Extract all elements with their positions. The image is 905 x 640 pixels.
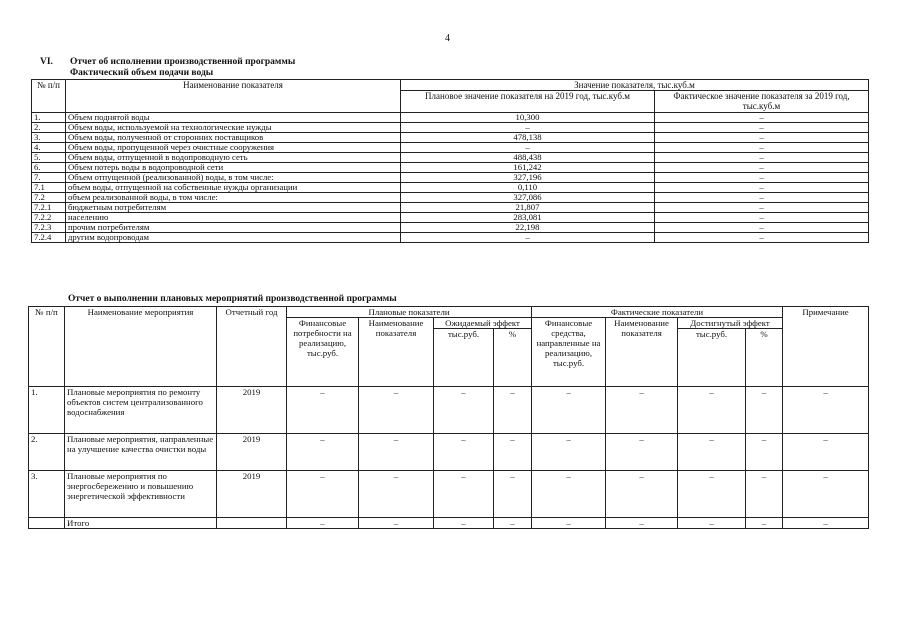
header-expected-rub: тыс.руб.: [434, 329, 494, 387]
row-dash-cell: –: [359, 434, 434, 471]
header-plan-group: Плановые показатели: [287, 307, 532, 318]
row-fact-value: –: [655, 153, 869, 163]
total-dash-cell: –: [434, 518, 494, 529]
events-title: Отчет о выполнении плановых мероприятий производственной программы: [68, 294, 397, 304]
header-achieved-rub: тыс.руб.: [678, 329, 746, 387]
row-fact-value: –: [655, 163, 869, 173]
row-dash-cell: –: [532, 434, 606, 471]
row-plan-value: 283,081: [401, 213, 655, 223]
row-plan-value: –: [401, 123, 655, 133]
section-number: VI.: [40, 57, 53, 67]
row-dash-cell: –: [746, 434, 783, 471]
row-plan-value: 0,110: [401, 183, 655, 193]
page-number: 4: [445, 33, 450, 44]
header-note: Примечание: [783, 307, 869, 387]
row-name: Объем отпущенной (реализованной) воды, в том числе:: [66, 173, 401, 183]
row-dash-cell: –: [494, 471, 532, 518]
row-dash-cell: –: [746, 387, 783, 434]
header-fin-plan: Финансовые потребности на реализацию, тыс.руб.: [287, 318, 359, 387]
row-number: 7.: [32, 173, 66, 183]
table-row: [32, 233, 869, 243]
table-row: [29, 434, 869, 471]
row-dash-cell: –: [494, 387, 532, 434]
row-number: 3.: [29, 471, 65, 518]
row-dash-cell: –: [783, 471, 869, 518]
row-name: прочим потребителям: [66, 223, 401, 233]
header-achieved-pct: %: [746, 329, 783, 387]
row-dash-cell: –: [434, 387, 494, 434]
row-name: Плановые мероприятия по энергосбережению и повышению энергетической эффективности: [65, 471, 217, 518]
table-row: [32, 213, 869, 223]
row-dash-cell: –: [359, 387, 434, 434]
row-plan-value: 327,196: [401, 173, 655, 183]
row-name: объем воды, отпущенной на собственные нужды организации: [66, 183, 401, 193]
row-dash-cell: –: [434, 434, 494, 471]
table-row: [32, 123, 869, 133]
section-title: [40, 57, 295, 67]
row-dash-cell: –: [359, 471, 434, 518]
row-name: другим водопроводам: [66, 233, 401, 243]
row-fact-value: –: [655, 143, 869, 153]
row-number: 7.2.2: [32, 213, 66, 223]
row-year: 2019: [217, 387, 287, 434]
row-plan-value: –: [401, 143, 655, 153]
table-row: [32, 113, 869, 123]
row-plan-value: 10,300: [401, 113, 655, 123]
header-indicator-plan: Наименование показателя: [359, 318, 434, 387]
header-year: Отчетный год: [217, 307, 287, 387]
row-number: 4.: [32, 143, 66, 153]
row-fact-value: –: [655, 223, 869, 233]
header-num: № п/п: [29, 307, 65, 387]
table-row: [32, 223, 869, 233]
table-row: [32, 173, 869, 183]
table-row: [32, 133, 869, 143]
row-number: 3.: [32, 133, 66, 143]
row-dash-cell: –: [606, 471, 678, 518]
row-dash-cell: –: [494, 434, 532, 471]
total-dash-cell: –: [494, 518, 532, 529]
row-name: Объем поднятой воды: [66, 113, 401, 123]
row-year: 2019: [217, 434, 287, 471]
row-plan-value: 21,807: [401, 203, 655, 213]
total-dash-cell: –: [532, 518, 606, 529]
row-number: 2.: [32, 123, 66, 133]
table-row: [29, 471, 869, 518]
supply-title: Фактический объем подачи воды: [70, 68, 214, 78]
header-expected-effect: Ожидаемый эффект: [434, 318, 532, 329]
row-name: Объем воды, полученной от сторонних поставщиков: [66, 133, 401, 143]
row-dash-cell: –: [606, 434, 678, 471]
total-dash-cell: –: [606, 518, 678, 529]
total-year-empty: [217, 518, 287, 529]
row-name: Объем воды, пропущенной через очистные сооружения: [66, 143, 401, 153]
header-fin-fact: Финансовые средства, направленные на реализацию, тыс.руб.: [532, 318, 606, 387]
header-expected-pct: %: [494, 329, 532, 387]
table-row: [32, 163, 869, 173]
row-dash-cell: –: [678, 434, 746, 471]
row-dash-cell: –: [678, 387, 746, 434]
total-row: [29, 518, 869, 529]
row-name: населению: [66, 213, 401, 223]
row-fact-value: –: [655, 173, 869, 183]
row-plan-value: –: [401, 233, 655, 243]
table-row: [29, 387, 869, 434]
table-row: [32, 143, 869, 153]
row-name: бюджетным потребителям: [66, 203, 401, 213]
row-dash-cell: –: [532, 471, 606, 518]
row-number: 7.2.3: [32, 223, 66, 233]
table-row: [32, 203, 869, 213]
row-fact-value: –: [655, 123, 869, 133]
table-row: [32, 193, 869, 203]
table-row: [32, 183, 869, 193]
row-fact-value: –: [655, 113, 869, 123]
row-name: Плановые мероприятия, направленные на улучшение качества очистки воды: [65, 434, 217, 471]
row-fact-value: –: [655, 203, 869, 213]
row-plan-value: 327,086: [401, 193, 655, 203]
total-dash-cell: –: [359, 518, 434, 529]
row-plan-value: 161,242: [401, 163, 655, 173]
row-number: 1.: [29, 387, 65, 434]
events-table: [28, 306, 869, 529]
total-num-empty: [29, 518, 65, 529]
header-value-group: Значение показателя, тыс.куб.м: [401, 80, 869, 91]
row-dash-cell: –: [783, 387, 869, 434]
row-dash-cell: –: [287, 387, 359, 434]
row-name: Объем воды, отпущенной в водопроводную сеть: [66, 153, 401, 163]
row-number: 5.: [32, 153, 66, 163]
row-name: объем реализованной воды, в том числе:: [66, 193, 401, 203]
row-dash-cell: –: [606, 387, 678, 434]
total-dash-cell: –: [678, 518, 746, 529]
row-fact-value: –: [655, 193, 869, 203]
header-name: Наименование показателя: [66, 80, 401, 113]
row-number: 6.: [32, 163, 66, 173]
header-name: Наименование мероприятия: [65, 307, 217, 387]
row-plan-value: 22,198: [401, 223, 655, 233]
header-fact-group: Фактические показатели: [532, 307, 783, 318]
row-name: Объем потерь воды в водопроводной сети: [66, 163, 401, 173]
row-number: 1.: [32, 113, 66, 123]
row-dash-cell: –: [746, 471, 783, 518]
row-name: Объем воды, используемой на технологические нужды: [66, 123, 401, 133]
header-achieved-effect: Достигнутый эффект: [678, 318, 783, 329]
row-fact-value: –: [655, 213, 869, 223]
row-fact-value: –: [655, 233, 869, 243]
header-num: № п/п: [32, 80, 66, 113]
row-fact-value: –: [655, 133, 869, 143]
table-row: [32, 153, 869, 163]
row-plan-value: 488,438: [401, 153, 655, 163]
row-name: Плановые мероприятия по ремонту объектов систем централизованного водоснабжения: [65, 387, 217, 434]
supply-table: [31, 79, 869, 243]
total-dash-cell: –: [783, 518, 869, 529]
row-dash-cell: –: [434, 471, 494, 518]
row-plan-value: 478,138: [401, 133, 655, 143]
section-title-text: Отчет об исполнении производственной программы: [70, 57, 296, 67]
total-dash-cell: –: [287, 518, 359, 529]
row-number: 7.2.4: [32, 233, 66, 243]
header-plan: Плановое значение показателя на 2019 год, тыс.куб.м: [401, 91, 655, 113]
row-year: 2019: [217, 471, 287, 518]
row-dash-cell: –: [678, 471, 746, 518]
row-fact-value: –: [655, 183, 869, 193]
row-number: 2.: [29, 434, 65, 471]
total-label: Итого: [65, 518, 217, 529]
row-dash-cell: –: [287, 471, 359, 518]
row-number: 7.1: [32, 183, 66, 193]
header-fact: Фактическое значение показателя за 2019 год, тыс.куб.м: [655, 91, 869, 113]
row-number: 7.2.1: [32, 203, 66, 213]
row-number: 7.2: [32, 193, 66, 203]
header-indicator-fact: Наименование показателя: [606, 318, 678, 387]
row-dash-cell: –: [532, 387, 606, 434]
total-dash-cell: –: [746, 518, 783, 529]
row-dash-cell: –: [783, 434, 869, 471]
row-dash-cell: –: [287, 434, 359, 471]
